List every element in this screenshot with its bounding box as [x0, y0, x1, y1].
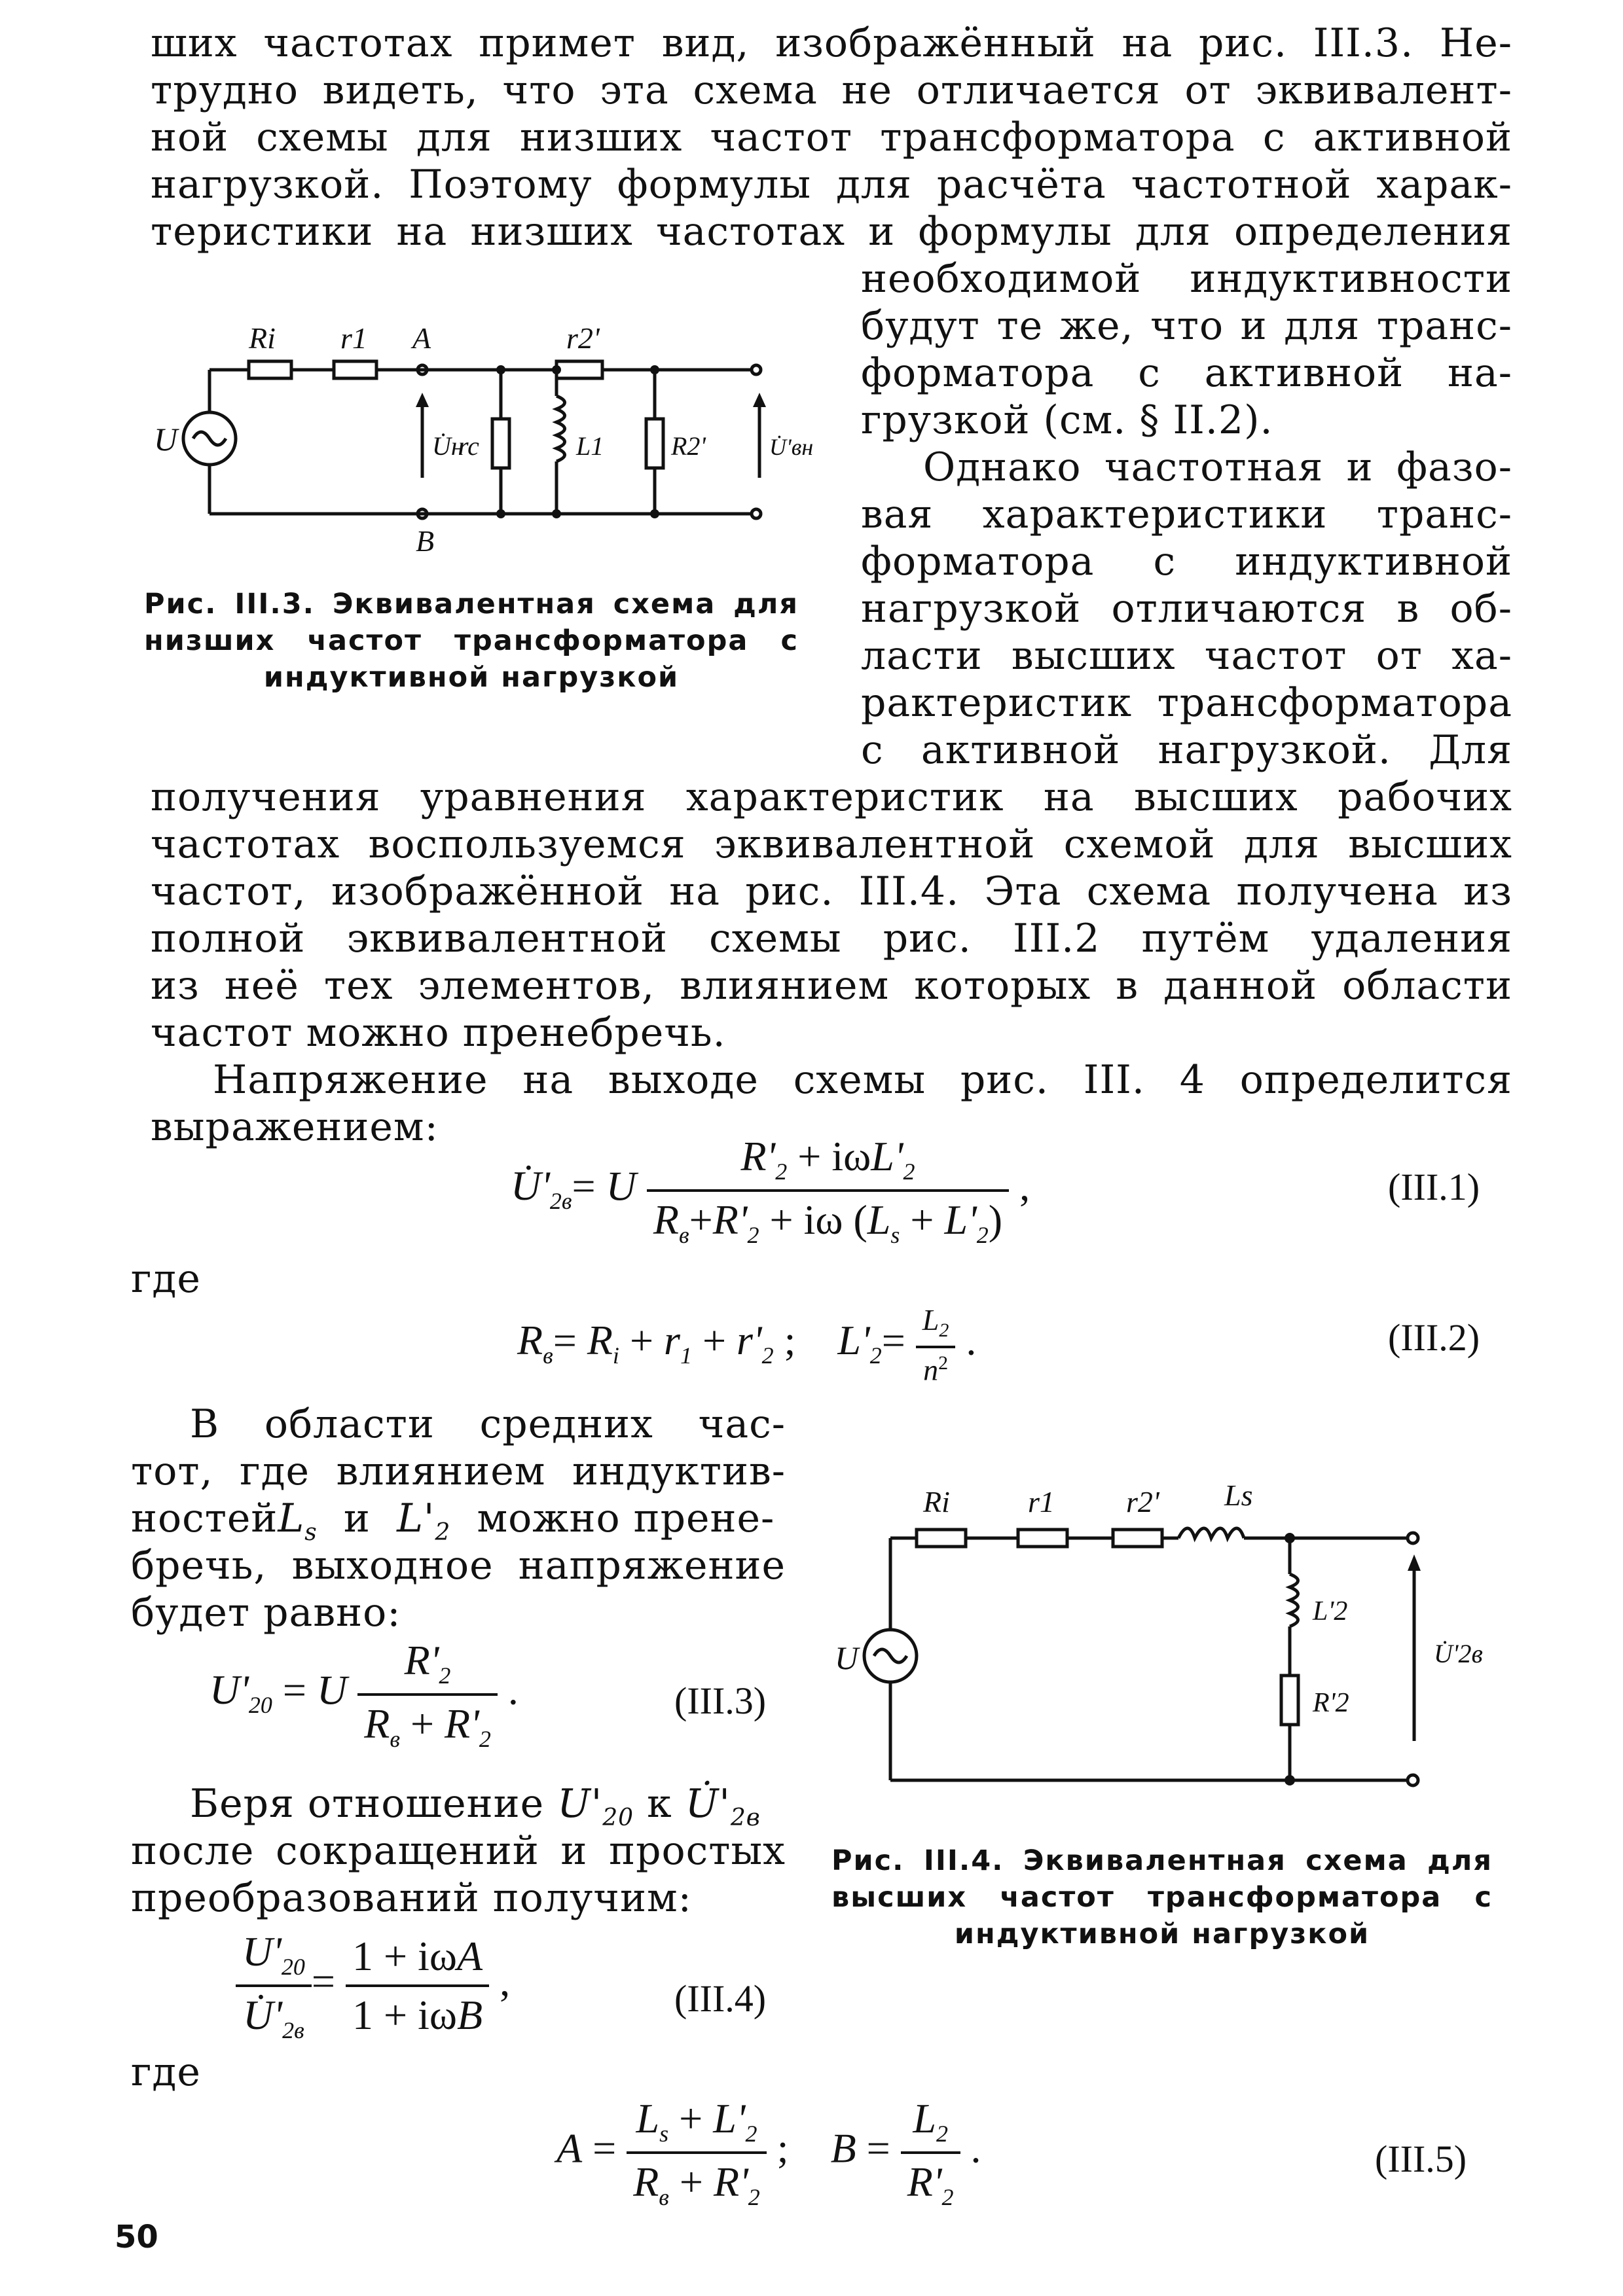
fig3-label-r1: r1	[340, 321, 367, 355]
text-line: рактеристик трансформатора	[861, 680, 1512, 726]
text-line: Беря отношение $U'_{20}$ к $U̇'_{2в}$	[190, 1781, 761, 1831]
fig3-label-un: U̇н	[432, 431, 464, 461]
text-line: получения уравнения характеристик на высших рабочих	[151, 774, 1512, 820]
fig3-label-rc: rc	[458, 431, 479, 461]
text-line: выражением:	[151, 1104, 439, 1150]
page-number: 50	[115, 2219, 158, 2255]
text-line: теристики на низших частотах и формулы для определения	[151, 209, 1512, 255]
text-line: ласти высших частот от ха-	[861, 633, 1512, 679]
equation-iii-5: A = $\frac{L_s + L'_2}{R_в + R'_2}$ ; B = $\frac{L_2}{R'_2}$ .	[556, 2095, 981, 2210]
text-line: преобразований получим:	[131, 1875, 692, 1921]
fig3-label-r2: r2'	[566, 321, 600, 355]
text-line: грузкой (см. § II.2).	[861, 397, 1273, 443]
text-line: частот, изображённой на рис. III.4. Эта схема получена из	[151, 869, 1512, 914]
where-label: где	[131, 1256, 201, 1302]
fig4-label-l2: L'2	[1313, 1596, 1348, 1626]
text-line: необходимой индуктивности	[861, 256, 1512, 302]
text-line: полной эквивалентной схемы рис. III.2 путём удаления	[151, 916, 1512, 961]
fig4-label-r2p: R'2	[1313, 1688, 1349, 1718]
equation-number: (III.5)	[1375, 2138, 1467, 2180]
text-line: трудно видеть, что эта схема не отличается от эквивалент-	[151, 67, 1512, 113]
fig3-label-uvn: U̇'вн	[769, 434, 814, 460]
fig4-label-u: U	[835, 1640, 859, 1676]
figure-4-caption: Рис. III.4. Эквивалентная схема для высших частот трансформатора с индуктивной нагрузкой	[831, 1844, 1493, 1950]
text-line: вая характеристики транс-	[861, 492, 1512, 537]
fig3-label-b: B	[416, 524, 435, 558]
fig4-label-ls: Ls	[1224, 1479, 1253, 1512]
text-line: форматора с активной на-	[861, 350, 1512, 396]
equation-iii-1: $U̇'_{2в}= U$ $\frac{R'_2 + i\omega L'_2}{R_в+R'_2 + i\omega (L_s + L'_2)}$ ,	[511, 1133, 1030, 1248]
text-line: будут те же, что и для транс-	[861, 303, 1512, 349]
fig4-label-u2v: U̇'2в	[1434, 1639, 1483, 1668]
equation-number: (III.2)	[1388, 1316, 1480, 1359]
figure-3-circuit	[151, 308, 818, 569]
where-label: где	[131, 2049, 201, 2095]
text-line: тот, где влиянием индуктив-	[131, 1448, 786, 1494]
fig3-label-ri: Ri	[249, 321, 276, 355]
fig4-label-ri: Ri	[923, 1485, 950, 1518]
text-line: ной схемы для низших частот трансформатора с активной	[151, 115, 1512, 160]
text-line: будет равно:	[131, 1590, 401, 1636]
equation-number: (III.4)	[674, 1977, 767, 2020]
equation-iii-4: $\frac{U'_{20}}{U̇'_{2в}}$ = $\frac{\text{1 + iωA}}{\text{1 + iωB}}$ ,	[236, 1928, 510, 2044]
equation-number: (III.3)	[674, 1679, 767, 1722]
fig3-label-r2p: R2'	[671, 431, 706, 461]
figure-3-caption: Рис. III.3. Эквивалентная схема для низших частот трансформатора с индуктивной нагрузкой	[144, 588, 799, 694]
text-line: ших частотах примет вид, изображённый на рис. III.3. Не-	[151, 20, 1512, 66]
text-line: Напряжение на выходе схемы рис. III. 4 определится	[213, 1057, 1512, 1103]
text-line: бречь, выходное напряжение	[131, 1543, 786, 1588]
fig4-label-r1: r1	[1028, 1485, 1055, 1518]
text-line: нагрузкой. Поэтому формулы для расчёта частотной харак-	[151, 162, 1512, 207]
text-line: после сокращений и простых	[131, 1828, 786, 1874]
text-line: частот можно пренебречь.	[151, 1010, 726, 1056]
equation-iii-3: $U'_{20} = U$ $\frac{R'_2}{R_в + R'_2}$ .	[210, 1637, 519, 1752]
fig4-label-r2: r2'	[1126, 1485, 1159, 1518]
text-line: форматора с индуктивной	[861, 539, 1512, 584]
text-line: Однако частотная и фазо-	[923, 444, 1512, 490]
text-line: В области средних час-	[190, 1401, 786, 1447]
text-line: из неё тех элементов, влиянием которых в данной области	[151, 963, 1512, 1009]
fig3-label-l1: L1	[576, 431, 604, 461]
equation-iii-2: $R_в= R_i + r_1 + r'_2$ ; $L'_2=$ $\frac{L_2}{n^2}$ .	[517, 1303, 977, 1387]
equation-number: (III.1)	[1388, 1166, 1480, 1208]
figure-4-circuit	[831, 1466, 1525, 1806]
text-line: нагрузкой отличаются в об-	[861, 586, 1512, 632]
text-line: частотах воспользуемся эквивалентной схемой для высших	[151, 821, 1512, 867]
fig3-label-a: A	[412, 321, 431, 355]
fig3-label-u: U	[154, 421, 178, 457]
text-line: ностейL$_s$ и $L'_2$ можно прене-	[131, 1496, 775, 1546]
text-line: с активной нагрузкой. Для	[861, 727, 1512, 773]
